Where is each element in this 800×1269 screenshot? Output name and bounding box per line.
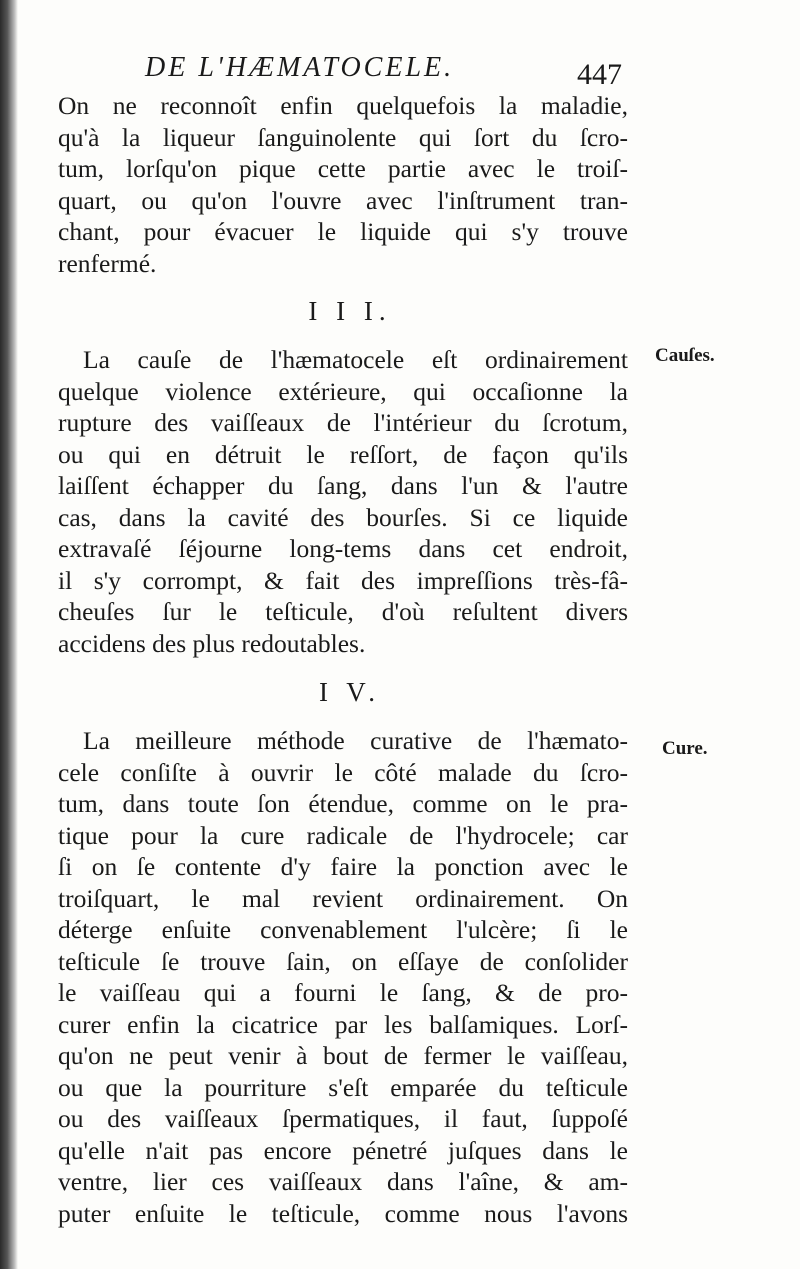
text-line: troiſquart, le mal revient ordinairement. On [58, 883, 628, 913]
text-line: ſi on ſe contente d'y faire la ponction avec le [58, 852, 628, 881]
margin-note-cure: Cure. [662, 738, 708, 759]
text-line: qu'on ne peut venir à bout de fermer le vaiſſeau, [58, 1041, 628, 1070]
paragraph-section-ii-continuation [58, 90, 628, 279]
text-line: le vaiſſeau qui a fourni le ſang, & de pro- [58, 978, 628, 1007]
paragraph-section-iii [58, 344, 628, 659]
text-line: ou des vaiſſeaux ſpermatiques, il faut, ſuppoſé [58, 1104, 628, 1133]
text-line: accidens des plus redoutables. [58, 628, 366, 658]
text-line: tique pour la cure radicale de l'hydrocele; car [58, 820, 628, 850]
text-line: ou qui en détruit le reſſort, de façon qu'ils [58, 439, 628, 469]
text-line: curer enfin la cicatrice par les balſamiques. Lorſ- [58, 1009, 628, 1039]
text-line: il s'y corrompt, & fait des impreſſions très-fâ- [58, 565, 628, 595]
text-line: tum, dans toute ſon étendue, comme on le pra- [58, 789, 628, 818]
text-line: On ne reconnoît enfin quelquefois la maladie, [58, 91, 628, 120]
page-number: 447 [577, 58, 622, 91]
running-title: DE L'HÆMATOCELE. [145, 52, 455, 83]
text-line: quart, ou qu'on l'ouvre avec l'inſtrument tran- [58, 185, 628, 215]
paragraph-section-iv [58, 725, 628, 1229]
text-line: laiſſent échapper du ſang, dans l'un & l'autre [58, 471, 628, 500]
text-line: ou que la pourriture s'eſt emparée du teſticule [58, 1072, 628, 1102]
text-line: ventre, lier ces vaiſſeaux dans l'aîne, & am- [58, 1167, 628, 1196]
text-line: cele conſiſte à ouvrir le côté malade du ſcro- [58, 757, 628, 787]
text-line: La cauſe de l'hæmatocele eſt ordinairement [83, 345, 628, 374]
text-line: teſticule ſe trouve ſain, on eſſaye de conſolider [58, 946, 628, 976]
section-number-iv: I V. [318, 677, 382, 707]
text-line: chant, pour évacuer le liquide qui s'y trouve [58, 217, 628, 246]
text-line: renfermé. [58, 248, 157, 278]
text-line: puter enſuite le teſticule, comme nous l'avons [58, 1198, 628, 1228]
text-line: quelque violence extérieure, qui occaſionne la [58, 376, 628, 406]
text-line: cheuſes ſur le teſticule, d'où reſultent divers [58, 597, 628, 626]
text-line: La meilleure méthode curative de l'hæmato- [83, 726, 628, 755]
text-line: tum, lorſqu'on pique cette partie avec le troiſ- [58, 154, 628, 183]
text-line: extravaſé ſéjourne long-tems dans cet endroit, [58, 534, 628, 563]
margin-note-causes: Cauſes. [655, 345, 715, 366]
text-line: qu'à la liqueur ſanguinolente qui ſort du ſcro- [58, 122, 628, 152]
text-line: qu'elle n'ait pas encore pénetré juſques dans le [58, 1135, 628, 1165]
section-number-iii: I I I. [308, 296, 392, 326]
text-line: déterge enſuite convenablement l'ulcère; ſi le [58, 915, 628, 944]
text-line: rupture des vaiſſeaux de l'intérieur du ſcrotum, [58, 408, 628, 437]
text-line: cas, dans la cavité des bourſes. Si ce liquide [58, 502, 628, 532]
page-gutter-shadow [0, 0, 18, 1269]
